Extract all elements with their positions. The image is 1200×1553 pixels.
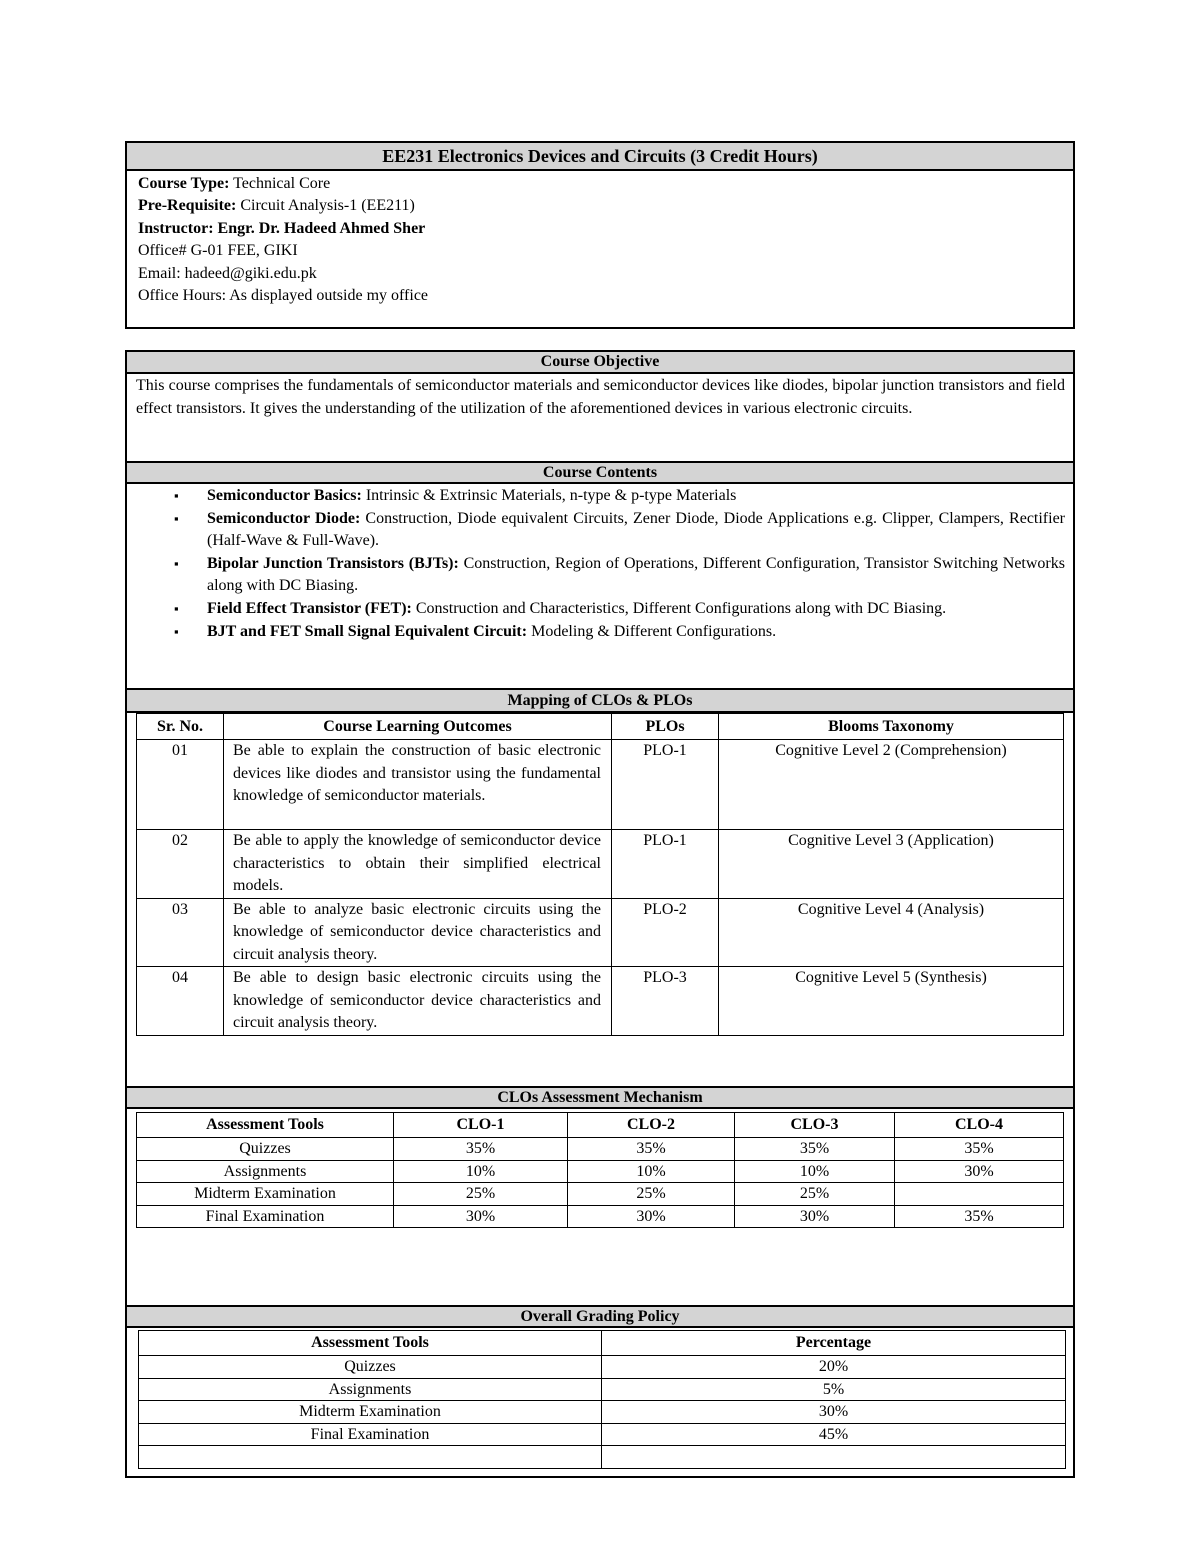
- column-header: Blooms Taxonomy: [719, 714, 1064, 740]
- clo-cell: Be able to explain the construction of basic electronic devices like diodes and transistor using the fundamental knowledge of semiconductor materials.: [224, 740, 612, 830]
- table-cell: 30%: [394, 1205, 568, 1228]
- table-cell: 35%: [568, 1138, 735, 1161]
- plo-cell: PLO-1: [612, 740, 719, 830]
- sr-cell: 04: [137, 967, 224, 1036]
- column-header: Assessment Tools: [139, 1331, 602, 1356]
- bloom-cell: Cognitive Level 4 (Analysis): [719, 898, 1064, 967]
- bloom-cell: Cognitive Level 3 (Application): [719, 830, 1064, 899]
- table-cell: 25%: [735, 1183, 895, 1206]
- mapping-table: [136, 713, 1064, 1036]
- course-type-value: Technical Core: [229, 175, 331, 192]
- content-item: [207, 621, 1065, 644]
- table-cell: 25%: [568, 1183, 735, 1206]
- table-row: [139, 1423, 1066, 1446]
- table-cell: 10%: [394, 1160, 568, 1183]
- clo-cell: Be able to apply the knowledge of semiconductor device characteristics to obtain their simplified electrical models.: [224, 830, 612, 899]
- table-cell: 30%: [602, 1401, 1066, 1424]
- table-row: [139, 1446, 1066, 1469]
- table-row: [137, 1160, 1064, 1183]
- plo-cell: PLO-1: [612, 830, 719, 899]
- column-header: PLOs: [612, 714, 719, 740]
- column-header: CLO-2: [568, 1113, 735, 1138]
- assessment-section: [127, 1109, 1073, 1305]
- course-type-label: Course Type:: [138, 175, 230, 192]
- grading-table: [138, 1330, 1066, 1469]
- content-item: [207, 553, 1065, 598]
- column-header: CLO-1: [394, 1113, 568, 1138]
- objective-heading: Course Objective: [127, 352, 1073, 374]
- content-item-title: Semiconductor Diode:: [207, 509, 361, 527]
- course-type-line: [138, 173, 1073, 195]
- instructor-name: Instructor: Engr. Dr. Hadeed Ahmed Sher: [138, 219, 426, 237]
- table-cell: 5%: [602, 1378, 1066, 1401]
- plo-cell: PLO-2: [612, 898, 719, 967]
- column-header: CLO-4: [895, 1113, 1064, 1138]
- grading-heading: Overall Grading Policy: [127, 1305, 1073, 1328]
- content-item-text: Construction, Region of Operations, Different Configuration, Transistor Switching Networks along with DC Biasing.: [207, 554, 1065, 595]
- mapping-heading: Mapping of CLOs & PLOs: [127, 688, 1073, 713]
- table-cell: 35%: [735, 1138, 895, 1161]
- column-header: Assessment Tools: [137, 1113, 394, 1138]
- content-item-text: Intrinsic & Extrinsic Materials, n-type & p-type Materials: [361, 487, 737, 504]
- table-cell: 25%: [394, 1183, 568, 1206]
- sr-cell: 01: [137, 740, 224, 830]
- content-item: [207, 598, 1065, 621]
- sr-cell: 03: [137, 898, 224, 967]
- table-header-row: [139, 1331, 1066, 1356]
- course-title: EE231 Electronics Devices and Circuits (3 Credit Hours): [127, 143, 1073, 171]
- table-row: [137, 898, 1064, 967]
- table-cell: Midterm Examination: [137, 1183, 394, 1206]
- table-cell: [602, 1446, 1066, 1469]
- column-header: Sr. No.: [137, 714, 224, 740]
- objective-text: This course comprises the fundamentals of semiconductor materials and semiconductor devices like diodes, bipolar junction transistors and field effect transistors. It gives the understanding of the utilization of the aforementioned devices in various electronic circuits.: [136, 377, 1065, 417]
- table-cell: 35%: [895, 1138, 1064, 1161]
- content-item-title: Semiconductor Basics:: [207, 487, 362, 504]
- grading-section: [125, 1328, 1073, 1469]
- table-row: [137, 1183, 1064, 1206]
- table-cell: 30%: [895, 1160, 1064, 1183]
- column-header: Course Learning Outcomes: [224, 714, 612, 740]
- table-row: [137, 967, 1064, 1036]
- table-row: [137, 1138, 1064, 1161]
- prereq-value: Circuit Analysis-1 (EE211): [236, 197, 415, 215]
- column-header: Percentage: [602, 1331, 1066, 1356]
- bloom-cell: Cognitive Level 5 (Synthesis): [719, 967, 1064, 1036]
- table-cell: [139, 1446, 602, 1469]
- content-item: [207, 485, 1065, 508]
- table-row: [137, 1205, 1064, 1228]
- table-row: [137, 740, 1064, 830]
- sr-cell: 02: [137, 830, 224, 899]
- office-line: Office# G-01 FEE, GIKI: [138, 242, 298, 260]
- table-row: [137, 830, 1064, 899]
- content-item-text: Construction, Diode equivalent Circuits, Zener Diode, Diode Applications e.g. Clipper, Clampers, Rectifier (Half-Wave & Full-Wave).: [207, 509, 1066, 550]
- prereq-line: [138, 195, 1073, 217]
- contents-heading: Course Contents: [127, 461, 1073, 484]
- content-item-title: BJT and FET Small Signal Equivalent Circuit:: [207, 622, 528, 640]
- course-header-box: [125, 141, 1075, 329]
- instructor-line: [138, 218, 1073, 240]
- table-cell: Final Examination: [137, 1205, 394, 1228]
- table-cell: [895, 1183, 1064, 1206]
- clo-cell: Be able to design basic electronic circuits using the knowledge of semiconductor device characteristics and circuit analysis theory.: [224, 967, 612, 1036]
- course-info: [127, 171, 1073, 307]
- assessment-heading: CLOs Assessment Mechanism: [127, 1086, 1073, 1109]
- bloom-cell: Cognitive Level 2 (Comprehension): [719, 740, 1064, 830]
- column-header: CLO-3: [735, 1113, 895, 1138]
- content-item: [207, 508, 1065, 553]
- table-cell: 35%: [895, 1205, 1064, 1228]
- table-header-row: [137, 714, 1064, 740]
- table-header-row: [137, 1113, 1064, 1138]
- table-row: [139, 1378, 1066, 1401]
- email-line: Email: hadeed@giki.edu.pk: [138, 264, 317, 282]
- table-cell: Assignments: [139, 1378, 602, 1401]
- course-detail-box: [125, 350, 1075, 1478]
- content-item-text: Modeling & Different Configurations.: [527, 622, 777, 640]
- table-row: [139, 1401, 1066, 1424]
- table-cell: 30%: [568, 1205, 735, 1228]
- table-cell: Assignments: [137, 1160, 394, 1183]
- clo-cell: Be able to analyze basic electronic circuits using the knowledge of semiconductor device characteristics and circuit analysis theory.: [224, 898, 612, 967]
- table-cell: 45%: [602, 1423, 1066, 1446]
- table-cell: 10%: [568, 1160, 735, 1183]
- assessment-table: [136, 1112, 1064, 1228]
- table-cell: 30%: [735, 1205, 895, 1228]
- table-cell: Final Examination: [139, 1423, 602, 1446]
- mapping-section: [125, 713, 1075, 1086]
- plo-cell: PLO-3: [612, 967, 719, 1036]
- content-item-title: Bipolar Junction Transistors (BJTs):: [207, 554, 459, 572]
- table-cell: Midterm Examination: [139, 1401, 602, 1424]
- table-cell: 35%: [394, 1138, 568, 1161]
- table-cell: 10%: [735, 1160, 895, 1183]
- table-cell: Quizzes: [137, 1138, 394, 1161]
- table-row: [139, 1356, 1066, 1379]
- table-cell: Quizzes: [139, 1356, 602, 1379]
- prereq-label: Pre-Requisite:: [138, 197, 237, 215]
- office-hours-line: Office Hours: As displayed outside my office: [138, 287, 429, 305]
- table-cell: 20%: [602, 1356, 1066, 1379]
- content-item-title: Field Effect Transistor (FET):: [207, 599, 412, 617]
- contents-list: [127, 484, 1073, 688]
- content-item-text: Construction and Characteristics, Different Configurations along with DC Biasing.: [411, 599, 947, 617]
